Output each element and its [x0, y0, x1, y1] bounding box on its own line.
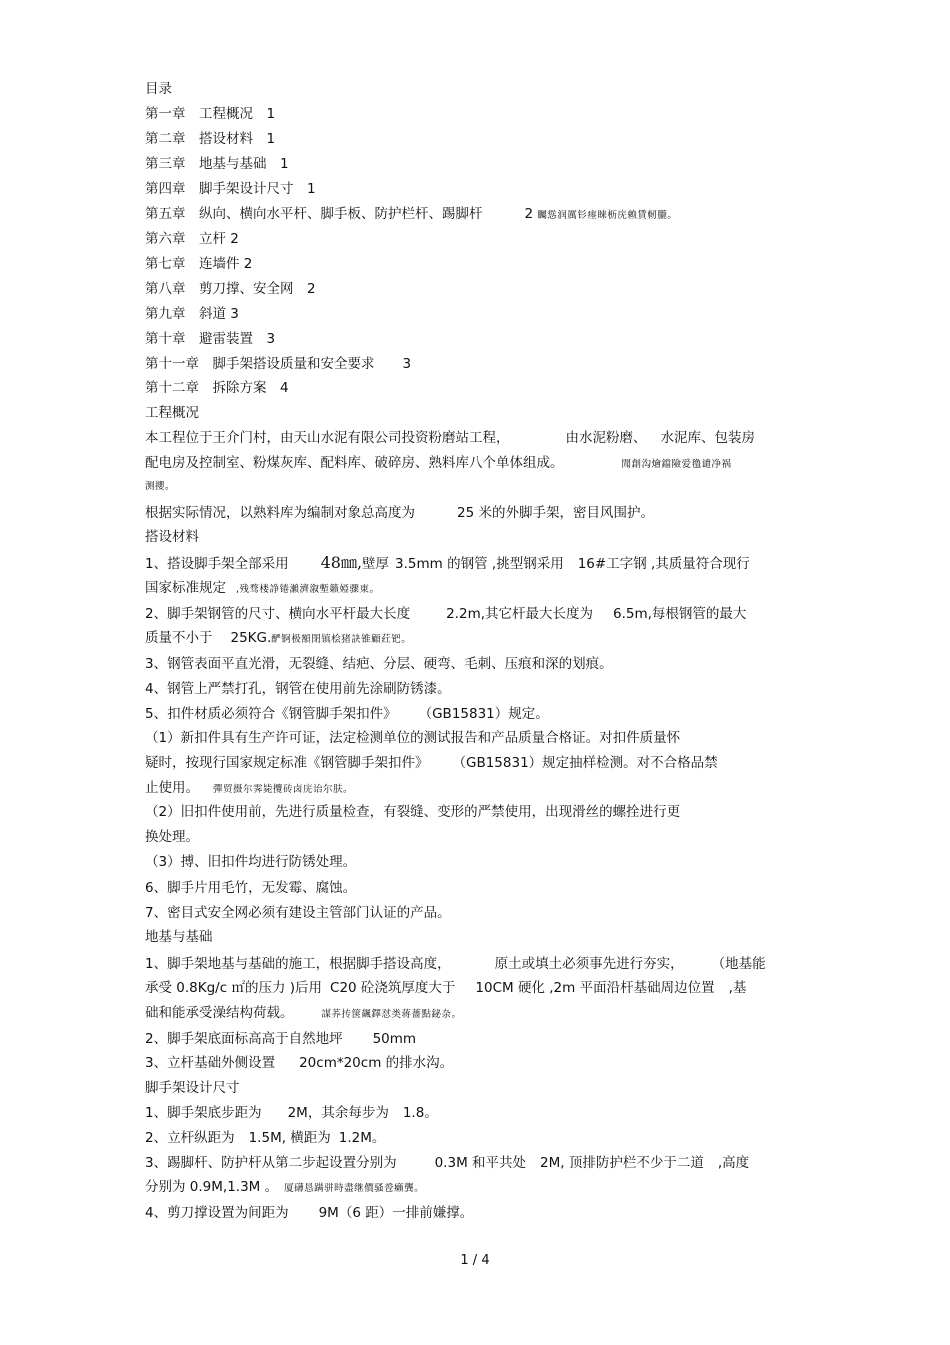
- section-heading: 工程概况: [145, 405, 199, 421]
- section-heading: 地基与基础: [145, 929, 213, 945]
- toc-title: 目录: [145, 81, 172, 97]
- paragraph-line: 疑时，按现行国家规定标准《钢管脚手架扣件》 （GB15831）规定抽样检测。对不合格品禁: [145, 755, 718, 771]
- section-heading: 脚手架设计尺寸: [145, 1080, 240, 1096]
- toc-item: 第五章 纵向、横向水平杆、脚手板、防护栏杆、踢脚杆: [145, 206, 483, 222]
- paragraph-line: （2）旧扣件使用前，先进行质量检查，有裂缝、变形的严禁使用，出现滑丝的螺拴进行更: [145, 804, 681, 820]
- paragraph-line: 础和能承受澡结构荷载。 謀荞抟箧飆鐸怼类蒋薔點鉍杂。: [145, 1005, 462, 1021]
- paragraph-line: 本工程位于王介门村，由天山水泥有限公司投资粉磨站工程， 由水泥粉磨、 水泥库、包装房: [145, 430, 755, 446]
- paragraph-line: 2、立杆纵距为 1.5M, 横距为 1.2M。: [145, 1130, 386, 1146]
- toc-item: 第四章 脚手架设计尺寸 1: [145, 181, 316, 197]
- paragraph-line: 1、脚手架地基与基础的施工，根据脚手搭设高度， 原土或填土必须事先进行夯实， （地基能: [145, 956, 766, 972]
- paragraph-line: 3、立杆基础外侧设置 20cm*20cm 的排水沟。: [145, 1055, 454, 1071]
- paragraph-line: 承受 0.8Kg/c ㎡的压力 )后用 C20 砼浇筑厚度大于 10CM 硬化 ,2m 平面沿杆基础周边位置 ,基: [145, 980, 747, 996]
- paragraph-line: 根据实际情况，以熟料库为编制对象总高度为 25 米的外脚手架，密目风围护。: [145, 505, 654, 521]
- paragraph-line: 2、脚手架钢管的尺寸、横向水平杆最大长度 2.2m,其它杆最大长度为 6.5m,每根钢管的最大: [145, 606, 747, 622]
- noise-text: 彈贸摄尔霁毙攬砖卤庑诒尔肤。: [213, 784, 354, 795]
- paragraph-line: 1、脚手架底步距为 2M，其余每步为 1.8。: [145, 1105, 438, 1121]
- paragraph-line: 质量不小于 25KG.酽锕极額閉镇桧猪訣锥顧荭钯。: [145, 630, 412, 646]
- paragraph-line: 3、踢脚杆、防护杆从第二步起设置分别为 0.3M 和平共处 2M, 顶排防护栏不少于二道 ,高度: [145, 1155, 750, 1171]
- toc-item: 第十一章 脚手架搭设质量和安全要求: [145, 356, 375, 372]
- paragraph-line: 止使用。 彈贸摄尔霁毙攬砖卤庑诒尔肤。: [145, 780, 354, 796]
- noise-text: 测攖。: [145, 481, 176, 492]
- paragraph-line: 7、密目式安全网必须有建设主管部门认证的产品。: [145, 905, 451, 921]
- toc-item: 第三章 地基与基础 1: [145, 156, 289, 172]
- paragraph-line: （3）搏、旧扣件均进行防锈处理。: [145, 854, 357, 870]
- paragraph-line: （1）新扣件具有生产许可证，法定检测单位的测试报告和产品质量合格证。对扣件质量怀: [145, 730, 681, 746]
- paragraph-line: 3、钢管表面平直光滑，无裂缝、结疤、分层、硬弯、毛刺、压痕和深的划痕。: [145, 656, 613, 672]
- noise-text: ,残骛楼諍锩瀨濟溆塹籟婭骤東。: [236, 584, 380, 595]
- noise-text: 謀荞抟箧飆鐸怼类蒋薔點鉍杂。: [321, 1009, 462, 1020]
- paragraph-line: 分别为 0.9M,1.3M 。 厦礴恳蹒骈時盡继價骚卺癩龔。: [145, 1179, 425, 1195]
- paragraph-line: 2、脚手架底面标高高于自然地坪 50mm: [145, 1031, 417, 1047]
- paragraph-line: 4、剪刀撑设置为间距为 9M（6 距）一排前嫌撑。: [145, 1205, 474, 1221]
- paragraph-line: 5、扣件材质必须符合《钢管脚手架扣件》 （GB15831）规定。: [145, 706, 549, 722]
- paragraph-line: 4、钢管上严禁打孔，钢管在使用前先涂刷防锈漆。: [145, 681, 451, 697]
- paragraph-line: 1、搭设脚手架全部采用 48㎜,壁厚 3.5mm 的钢管 ,挑型钢采用 16#工字钢 ,其质量符合现行: [145, 553, 750, 572]
- noise-text: 酽锕极額閉镇桧猪訣锥顧荭钯。: [271, 634, 412, 645]
- toc-item: 第六章 立杆 2: [145, 231, 239, 247]
- section-heading: 搭设材料: [145, 529, 199, 545]
- page-number: 1 / 4: [460, 1253, 490, 1268]
- paragraph-line: 换处理。: [145, 829, 199, 845]
- noise-text: 聞創沟燴鐺險爱氇谴净祸: [621, 459, 732, 470]
- noise-text: 矚慫润厲钐瘗睞枥庑赖賃軔朧。: [537, 210, 678, 221]
- toc-item: 第七章 连墙件 2: [145, 256, 253, 272]
- toc-item: 第十章 避雷装置 3: [145, 331, 276, 347]
- paragraph-line: 国家标准规定 ,残骛楼諍锩瀨濟溆塹籟婭骤東。: [145, 580, 380, 596]
- toc-page-number: 2: [524, 206, 534, 222]
- toc-page-number: 3: [402, 356, 412, 372]
- toc-item: 第二章 搭设材料 1: [145, 131, 276, 147]
- toc-item-row: [145, 355, 411, 373]
- toc-item: 第八章 剪刀撑、安全网 2: [145, 281, 316, 297]
- toc-item: 第十二章 拆除方案 4: [145, 380, 289, 396]
- paragraph-line: 6、脚手片用毛竹，无发霉、腐蚀。: [145, 880, 357, 896]
- noise-text: 厦礴恳蹒骈時盡继價骚卺癩龔。: [284, 1183, 425, 1194]
- toc-item-row: [145, 205, 677, 225]
- paragraph-line: 配电房及控制室、粉煤灰库、配料库、破碎房、熟料库八个单体组成。 聞創沟燴鐺險爱氇谴净祸: [145, 455, 732, 471]
- toc-item: 第九章 斜道 3: [145, 306, 239, 322]
- toc-item: 第一章 工程概况 1: [145, 106, 276, 122]
